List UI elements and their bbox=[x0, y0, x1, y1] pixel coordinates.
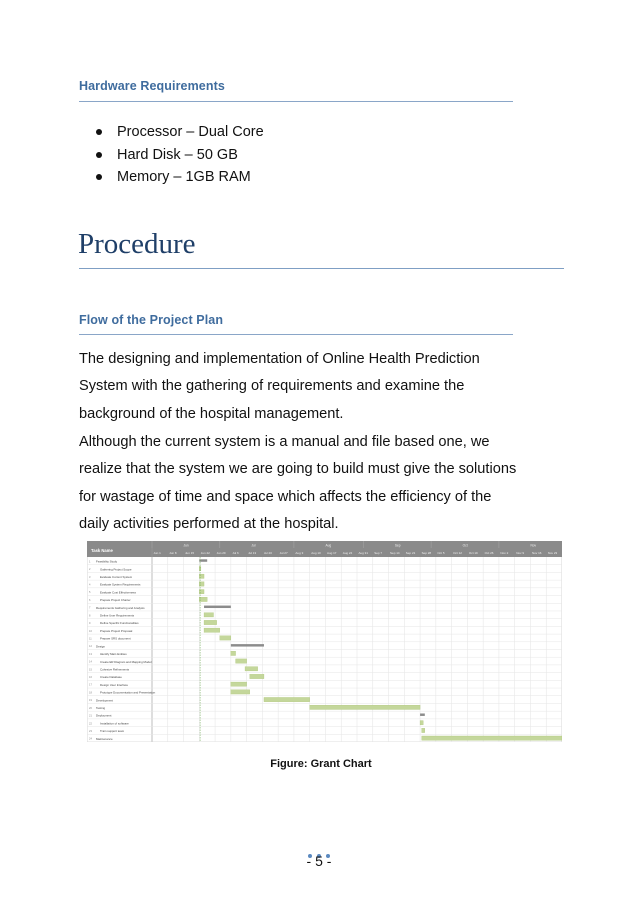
task-name: Gathering Project Scope bbox=[100, 567, 132, 572]
summary-bar bbox=[420, 713, 425, 715]
flow-heading-rule bbox=[79, 334, 513, 335]
week-tick-label: Jun 1 bbox=[153, 551, 161, 555]
task-row-number: 15 bbox=[89, 668, 92, 672]
hardware-heading: Hardware Requirements bbox=[79, 79, 225, 93]
week-tick-label: Nov 16 bbox=[531, 551, 542, 555]
task-row-number: 18 bbox=[89, 691, 92, 695]
task-bar bbox=[231, 690, 250, 694]
task-row-number: 5 bbox=[89, 591, 91, 595]
task-bar bbox=[245, 667, 258, 671]
task-name: Define Specific Functionalities bbox=[100, 621, 139, 626]
task-row-number: 20 bbox=[89, 706, 92, 710]
task-name: Identify Main Entities bbox=[100, 652, 127, 657]
task-row-number: 6 bbox=[89, 598, 91, 602]
list-item: Memory – 1GB RAM bbox=[96, 166, 264, 189]
week-tick-label: Jun 8 bbox=[169, 551, 177, 555]
task-name: Define User Requirements bbox=[100, 613, 135, 618]
list-item: Hard Disk – 50 GB bbox=[96, 144, 264, 167]
week-tick-label: Jul 20 bbox=[263, 551, 272, 555]
task-row-number: 17 bbox=[89, 683, 92, 687]
month-label: Jul bbox=[251, 543, 256, 548]
procedure-title: Procedure bbox=[78, 228, 196, 260]
task-row-number: 14 bbox=[89, 660, 92, 664]
week-tick-label: Jun 15 bbox=[185, 551, 195, 555]
task-name: Evaluate System Requirements bbox=[100, 582, 141, 587]
chart-header-label: Task Name bbox=[91, 548, 113, 553]
task-name: Installation of software bbox=[100, 721, 129, 726]
week-tick-label: Nov 23 bbox=[547, 551, 558, 555]
paragraph-2: Although the current system is a manual and file based one, we realize that the system we are going to build must give the solutions for wastage of time and space which affects the efficiency of the daily activities performed at the hospital. bbox=[79, 434, 517, 532]
list-item: Processor – Dual Core bbox=[96, 121, 264, 144]
week-tick-label: Oct 19 bbox=[468, 551, 478, 555]
paragraph-1: The designing and implementation of Online Health Prediction System with the gathering of requirements and examine the background of the hospital management. bbox=[79, 351, 480, 422]
week-tick-label: Aug 17 bbox=[326, 551, 337, 555]
task-name: Evaluate Cost Effectiveness bbox=[100, 590, 136, 595]
task-name: Prototype Documentation and Presentation bbox=[100, 690, 156, 695]
task-bar bbox=[310, 705, 420, 709]
bullet-icon bbox=[96, 129, 102, 135]
chart-frame bbox=[87, 541, 562, 742]
task-bar bbox=[264, 697, 310, 701]
bullet-icon bbox=[96, 152, 102, 158]
task-name: Train support team bbox=[100, 729, 125, 734]
summary-bar bbox=[199, 559, 207, 561]
task-bar bbox=[220, 636, 231, 640]
week-tick-label: Nov 2 bbox=[500, 551, 509, 555]
flow-heading: Flow of the Project Plan bbox=[79, 313, 224, 327]
task-name: Feasibility Study bbox=[96, 559, 118, 564]
task-row-number: 3 bbox=[89, 575, 91, 579]
task-bar bbox=[231, 682, 247, 686]
task-name: Deployment bbox=[96, 713, 112, 718]
task-name: Create ER Diagram and Mapping Model bbox=[100, 659, 152, 664]
bullet-icon bbox=[96, 174, 102, 180]
task-bar bbox=[250, 674, 264, 678]
week-tick-label: Aug 24 bbox=[342, 551, 353, 555]
week-tick-label: Aug 10 bbox=[311, 551, 321, 555]
task-name: Design User Interface bbox=[100, 682, 128, 687]
task-bar bbox=[231, 651, 236, 655]
task-row-number: 7 bbox=[89, 606, 91, 610]
task-name: Testing bbox=[96, 706, 106, 711]
hardware-list bbox=[96, 121, 264, 189]
task-bar bbox=[204, 613, 213, 617]
task-row-number: 2 bbox=[89, 568, 91, 572]
task-row-number: 21 bbox=[89, 714, 92, 718]
task-bar bbox=[204, 628, 220, 632]
week-tick-label: Oct 26 bbox=[484, 551, 494, 555]
task-name: Development bbox=[96, 698, 114, 703]
figure-caption: Figure: Grant Chart bbox=[270, 758, 372, 770]
procedure-rule bbox=[79, 268, 564, 269]
task-bar bbox=[199, 597, 207, 601]
task-row-number: 4 bbox=[89, 583, 91, 587]
week-tick-label: Oct 12 bbox=[453, 551, 462, 555]
summary-bar bbox=[231, 644, 264, 646]
week-tick-label: Jul 27 bbox=[279, 551, 288, 555]
week-tick-label: Sep 14 bbox=[390, 551, 400, 555]
page-number: - 5 - bbox=[306, 853, 332, 869]
task-name: Prepare Project Charter bbox=[100, 598, 131, 603]
task-name: Prepare SRS document bbox=[100, 636, 131, 641]
task-bar bbox=[236, 659, 247, 663]
task-row-number: 19 bbox=[89, 699, 92, 703]
week-tick-label: Jul 13 bbox=[248, 551, 257, 555]
task-bar bbox=[422, 736, 562, 740]
task-row-number: 22 bbox=[89, 722, 92, 726]
task-name: Prepare Project Proposal bbox=[100, 628, 133, 633]
week-tick-label: Aug 31 bbox=[358, 551, 369, 555]
task-row-number: 1 bbox=[89, 560, 91, 564]
week-tick-label: Jun 22 bbox=[200, 551, 210, 555]
task-name: Cohesive Refinements bbox=[100, 667, 130, 672]
summary-bar bbox=[204, 606, 231, 608]
task-bar bbox=[420, 721, 423, 725]
week-tick-label: Aug 3 bbox=[295, 551, 304, 555]
month-label: Oct bbox=[462, 543, 468, 548]
task-row-number: 23 bbox=[89, 729, 92, 733]
month-label: Aug bbox=[325, 543, 332, 548]
week-tick-label: Sep 21 bbox=[405, 551, 416, 555]
task-name: Evaluate Current System bbox=[100, 574, 133, 579]
task-name: Create Database bbox=[100, 675, 122, 680]
task-row-number: 9 bbox=[89, 622, 91, 626]
month-label: Jun bbox=[183, 543, 189, 548]
task-name: Maintenance bbox=[96, 736, 113, 741]
week-tick-label: Sep 7 bbox=[374, 551, 383, 555]
task-row-number: 11 bbox=[89, 637, 92, 641]
task-bar bbox=[422, 728, 425, 732]
task-name: Design bbox=[96, 644, 105, 649]
task-row-number: 8 bbox=[89, 614, 91, 618]
week-tick-label: Oct 5 bbox=[437, 551, 445, 555]
gantt-chart bbox=[87, 541, 562, 742]
week-tick-label: Nov 9 bbox=[516, 551, 525, 555]
task-bar bbox=[204, 620, 217, 624]
task-row-number: 13 bbox=[89, 652, 92, 656]
task-row-number: 16 bbox=[89, 676, 92, 680]
task-row-number: 24 bbox=[89, 737, 92, 741]
month-label: Sep bbox=[394, 543, 401, 548]
hardware-heading-rule bbox=[79, 101, 513, 102]
week-tick-label: Jun 29 bbox=[216, 551, 226, 555]
week-tick-label: Jul 6 bbox=[232, 551, 239, 555]
task-row-number: 10 bbox=[89, 629, 92, 633]
week-tick-label: Sep 28 bbox=[421, 551, 432, 555]
task-name: Requirements Gathering and Analysis bbox=[96, 605, 145, 610]
task-row-number: 12 bbox=[89, 645, 92, 649]
month-label: Nov bbox=[530, 543, 537, 548]
